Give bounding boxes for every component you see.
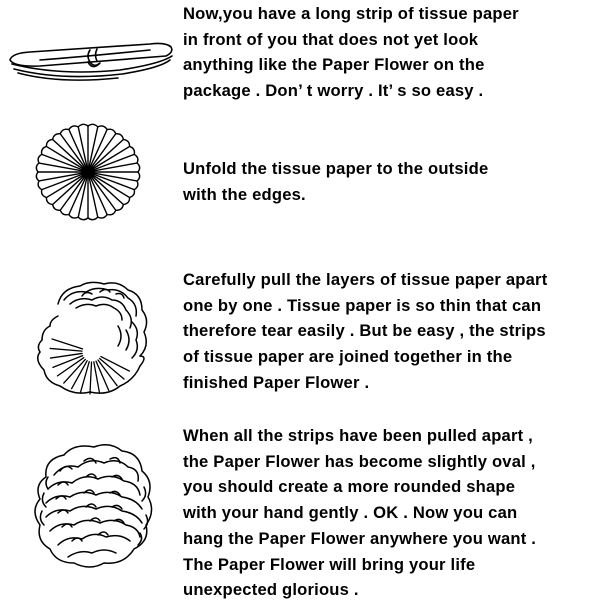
step-1-text: Now,you have a long strip of tissue paper in front of you that does not yet look anything like the Paper Flower on the package . Don’ t worry . It’ s so easy .	[183, 4, 519, 101]
full-flower-illustration	[0, 415, 180, 600]
flat-rosette-illustration	[0, 120, 180, 230]
step-2	[0, 120, 600, 230]
folded-strip-illustration	[0, 0, 180, 105]
step-4	[0, 415, 600, 600]
step-3-text: Carefully pull the layers of tissue paper apart one by one . Tissue paper is so thin that can therefore tear easily . But be easy , the strips of tissue paper are joined together in the finished Paper Flower .	[183, 270, 548, 392]
step-4-text: When all the strips have been pulled apart , the Paper Flower has become slightly oval , you should create a more rounded shape with your hand gently . OK . Now you can hang the Paper Flower anywhere you want . The Paper Flower will bring your life unexpected glorious .	[183, 426, 537, 600]
step-3	[0, 260, 600, 400]
step-2-text: Unfold the tissue paper to the outside with the edges.	[183, 159, 489, 204]
half-opened-flower-illustration	[0, 260, 180, 400]
step-1	[0, 0, 600, 105]
